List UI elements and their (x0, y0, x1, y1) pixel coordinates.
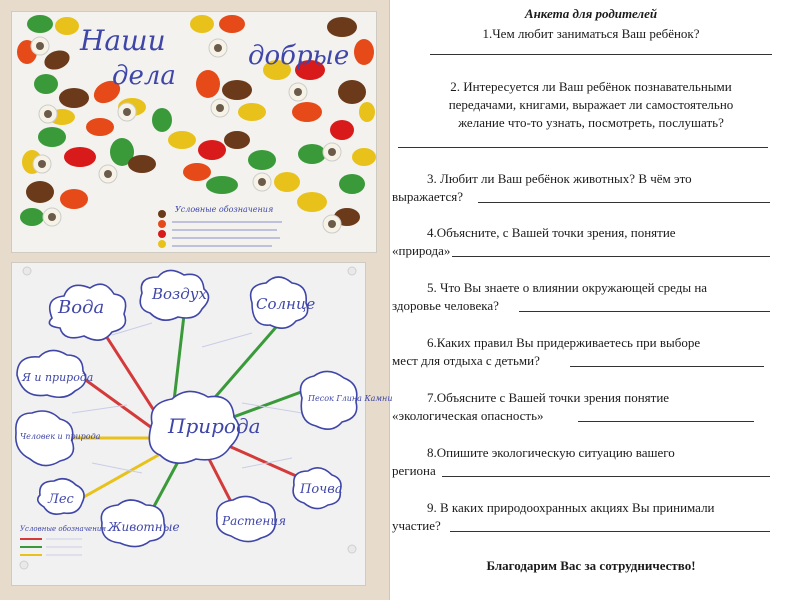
mindmap-node-chelovek: Человек и природа (20, 432, 101, 441)
mindmap-node-solnce: Солнце (256, 295, 316, 313)
answer-line-1 (430, 54, 772, 55)
poster-legend (158, 205, 282, 248)
poster-photo (12, 12, 376, 252)
divider (389, 0, 390, 600)
mindmap-center-priroda: Природа (168, 414, 261, 438)
question-5-line2: здоровье человека? (392, 298, 499, 313)
answer-line-9 (450, 531, 770, 532)
mindmap-node-pochva: Почва (300, 482, 343, 497)
answer-line-2 (398, 147, 768, 148)
question-9-line1: 9. В каких природоохранных акциях Вы принимали (427, 500, 715, 515)
mindmap-node-rasteniya: Растения (222, 514, 287, 528)
mindmap-node-les: Лес (48, 492, 74, 507)
poster-title-line2: дела (112, 61, 176, 91)
answer-line-3 (478, 202, 770, 203)
thanks-message: Благодарим Вас за сотрудничество! (486, 558, 696, 573)
answer-line-8 (442, 476, 770, 477)
question-3-line2: выражается? (392, 189, 464, 204)
question-8-line1: 8.Опишите экологическую ситуацию вашего (427, 445, 675, 460)
question-7-line2: «экологическая опасность» (392, 408, 544, 423)
answer-line-5 (519, 311, 770, 312)
answer-line-4 (452, 256, 770, 257)
poster-title-line3: добрые (248, 41, 350, 71)
mindmap-node-zhivotnye: Животные (108, 520, 180, 534)
mindmap-legend (20, 525, 106, 555)
question-2-line1: 2. Интересуется ли Ваш ребёнок познавательными (450, 79, 732, 94)
answer-line-7 (578, 421, 754, 422)
question-2-line2: передачами, книгами, выражает ли самостоятельно (448, 97, 734, 112)
poster-title-line1: Наши (80, 24, 166, 57)
question-3-line1: 3. Любит ли Ваш ребёнок животных? В чём это (427, 171, 692, 186)
mindmap-node-voda: Вода (58, 297, 105, 318)
parent-questionnaire (392, 0, 790, 600)
answer-line-6 (570, 366, 764, 367)
poster-legend-title: Условные обозначения (175, 205, 274, 214)
questionnaire-title: Анкета для родителей (524, 6, 658, 21)
poster-illustration (12, 12, 376, 252)
question-4-line1: 4.Объясните, с Вашей точки зрения, понятие (427, 225, 676, 240)
mindmap-illustration (12, 263, 393, 585)
question-7-line1: 7.Объясните с Вашей точки зрения понятие (427, 390, 670, 405)
question-6-line1: 6.Каких правил Вы придерживаетесь при выборе (427, 335, 701, 350)
question-2-line3: желание что-то узнать, посмотреть, послушать? (458, 115, 724, 130)
mindmap-node-vozduh: Воздух (152, 285, 207, 303)
mindmap-legend-title: Условные обозначения (20, 525, 106, 533)
question-8-line2: региона (392, 463, 436, 478)
mindmap-node-pesok: Песок Глина Камни (308, 394, 393, 403)
question-1: 1.Чем любит заниматься Ваш ребёнок? (482, 26, 700, 41)
question-9-line2: участие? (392, 518, 441, 533)
question-4-line2: «природа» (392, 243, 451, 258)
question-5-line1: 5. Что Вы знаете о влиянии окружающей среды на (427, 280, 708, 295)
mindmap-node-ya-i-priroda: Я и природа (22, 371, 94, 384)
mindmap-photo (12, 263, 393, 585)
question-6-line2: мест для отдыха с детьми? (392, 353, 540, 368)
